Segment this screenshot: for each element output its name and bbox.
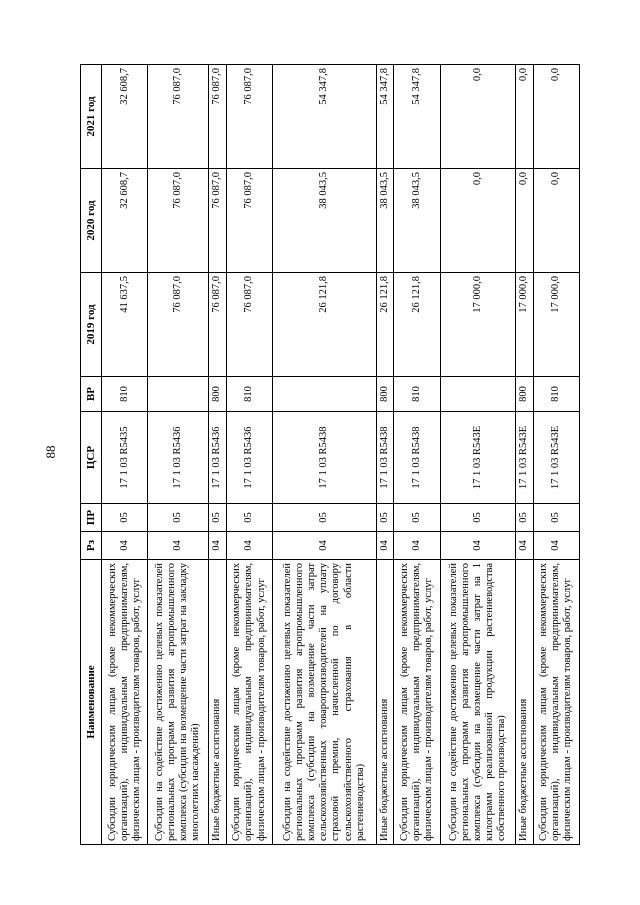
row-2021: 0,0 xyxy=(515,65,533,169)
row-rz: 04 xyxy=(515,532,533,560)
row-pr: 05 xyxy=(148,504,209,532)
row-2020: 32 608,7 xyxy=(102,169,148,273)
row-vr xyxy=(273,377,376,412)
row-2019: 76 087,0 xyxy=(148,273,209,377)
row-2020: 38 043,5 xyxy=(376,169,394,273)
header-rz: Рз xyxy=(81,532,102,560)
row-pr: 05 xyxy=(273,504,376,532)
table-row xyxy=(209,65,227,845)
header-2019: 2019 год xyxy=(81,273,102,377)
page-number: 88 xyxy=(43,445,58,459)
row-2021: 54 347,8 xyxy=(273,65,376,169)
row-2019: 26 121,8 xyxy=(273,273,376,377)
row-2019: 26 121,8 xyxy=(376,273,394,377)
row-pr: 05 xyxy=(515,504,533,532)
row-2021: 54 347,8 xyxy=(394,65,440,169)
row-csr: 17 1 03 R5436 xyxy=(209,412,227,504)
row-name: Субсидии юридическим лицам (кроме некоммерческих организаций), индивидуальным предпринимателям, физическим лицам - производителям товаров, работ, услуг xyxy=(226,560,272,845)
row-rz: 04 xyxy=(440,532,515,560)
table-header-row xyxy=(81,65,102,845)
header-2020: 2020 год xyxy=(81,169,102,273)
row-2020: 76 087,0 xyxy=(148,169,209,273)
row-name: Иные бюджетные ассигнования xyxy=(209,560,227,845)
row-csr: 17 1 03 R543E xyxy=(440,412,515,504)
table-row xyxy=(226,65,272,845)
row-2019: 76 087,0 xyxy=(226,273,272,377)
table-row xyxy=(148,65,209,845)
row-pr: 05 xyxy=(209,504,227,532)
row-rz: 04 xyxy=(148,532,209,560)
row-vr: 800 xyxy=(376,377,394,412)
row-csr: 17 1 03 R5438 xyxy=(376,412,394,504)
row-name: Субсидии юридическим лицам (кроме некоммерческих организаций), индивидуальным предпринимателям, физическим лицам - производителям товаров, работ, услуг xyxy=(102,560,148,845)
row-rz: 04 xyxy=(102,532,148,560)
row-2021: 0,0 xyxy=(533,65,579,169)
row-pr: 05 xyxy=(376,504,394,532)
row-2021: 0,0 xyxy=(440,65,515,169)
rotated-table-wrapper xyxy=(80,65,580,845)
row-2020: 0,0 xyxy=(515,169,533,273)
row-vr: 800 xyxy=(209,377,227,412)
row-csr: 17 1 03 R5435 xyxy=(102,412,148,504)
row-vr: 810 xyxy=(533,377,579,412)
table-row xyxy=(376,65,394,845)
row-2019: 76 087,0 xyxy=(209,273,227,377)
row-name: Иные бюджетные ассигнования xyxy=(376,560,394,845)
row-name: Субсидии на содействие достижению целевых показателей региональных программ развития агропромышленного комплекса (субсидии на возмещение части затрат на закладку многолетних насаждений) xyxy=(148,560,209,845)
table-row xyxy=(515,65,533,845)
row-csr: 17 1 03 R5436 xyxy=(148,412,209,504)
row-pr: 05 xyxy=(394,504,440,532)
row-2020: 38 043,5 xyxy=(273,169,376,273)
table-row xyxy=(273,65,376,845)
header-pr: ПР xyxy=(81,504,102,532)
row-name: Субсидии на содействие достижению целевых показателей региональных программ развития агропромышленного комплекса (субсидии на возмещение части затрат на 1 килограмм реализованной продукции растениеводства собственного производства) xyxy=(440,560,515,845)
row-pr: 05 xyxy=(440,504,515,532)
table-row xyxy=(394,65,440,845)
row-rz: 04 xyxy=(273,532,376,560)
row-pr: 05 xyxy=(102,504,148,532)
row-rz: 04 xyxy=(394,532,440,560)
header-2021: 2021 год xyxy=(81,65,102,169)
row-2021: 54 347,8 xyxy=(376,65,394,169)
row-vr xyxy=(440,377,515,412)
row-2021: 32 608,7 xyxy=(102,65,148,169)
table-row xyxy=(533,65,579,845)
header-name: Наименование xyxy=(81,560,102,845)
row-name: Субсидии юридическим лицам (кроме некоммерческих организаций), индивидуальным предпринимателям, физическим лицам - производителям товаров, работ, услуг xyxy=(394,560,440,845)
row-2020: 38 043,5 xyxy=(394,169,440,273)
row-2019: 17 000,0 xyxy=(515,273,533,377)
row-csr: 17 1 03 R5436 xyxy=(226,412,272,504)
row-2019: 17 000,0 xyxy=(533,273,579,377)
row-2020: 76 087,0 xyxy=(226,169,272,273)
row-2021: 76 087,0 xyxy=(226,65,272,169)
header-csr: ЦСР xyxy=(81,412,102,504)
row-name: Субсидии на содействие достижению целевых показателей региональных программ развития агропромышленного комплекса (субсидии на возмещение части затрат сельскохозяйственных товаропроизводителей на уплату страховой премии, начисленной по договору сельскохозяйственного страхования в области растениеводства) xyxy=(273,560,376,845)
row-pr: 05 xyxy=(533,504,579,532)
row-vr: 810 xyxy=(226,377,272,412)
row-csr: 17 1 03 R5438 xyxy=(273,412,376,504)
row-2021: 76 087,0 xyxy=(148,65,209,169)
row-csr: 17 1 03 R543E xyxy=(533,412,579,504)
row-rz: 04 xyxy=(226,532,272,560)
row-2020: 0,0 xyxy=(440,169,515,273)
row-vr xyxy=(148,377,209,412)
row-vr: 800 xyxy=(515,377,533,412)
row-vr: 810 xyxy=(102,377,148,412)
row-csr: 17 1 03 R5438 xyxy=(394,412,440,504)
row-rz: 04 xyxy=(533,532,579,560)
table-row xyxy=(102,65,148,845)
row-2019: 41 637,5 xyxy=(102,273,148,377)
row-2021: 76 087,0 xyxy=(209,65,227,169)
row-2019: 17 000,0 xyxy=(440,273,515,377)
budget-table xyxy=(80,64,580,845)
row-2020: 76 087,0 xyxy=(209,169,227,273)
table-row xyxy=(440,65,515,845)
row-name: Иные бюджетные ассигнования xyxy=(515,560,533,845)
row-rz: 04 xyxy=(376,532,394,560)
row-name: Субсидии юридическим лицам (кроме некоммерческих организаций), индивидуальным предпринимателям, физическим лицам - производителям товаров, работ, услуг xyxy=(533,560,579,845)
row-2020: 0,0 xyxy=(533,169,579,273)
row-rz: 04 xyxy=(209,532,227,560)
row-csr: 17 1 03 R543E xyxy=(515,412,533,504)
row-vr: 810 xyxy=(394,377,440,412)
header-vr: ВР xyxy=(81,377,102,412)
row-pr: 05 xyxy=(226,504,272,532)
row-2019: 26 121,8 xyxy=(394,273,440,377)
